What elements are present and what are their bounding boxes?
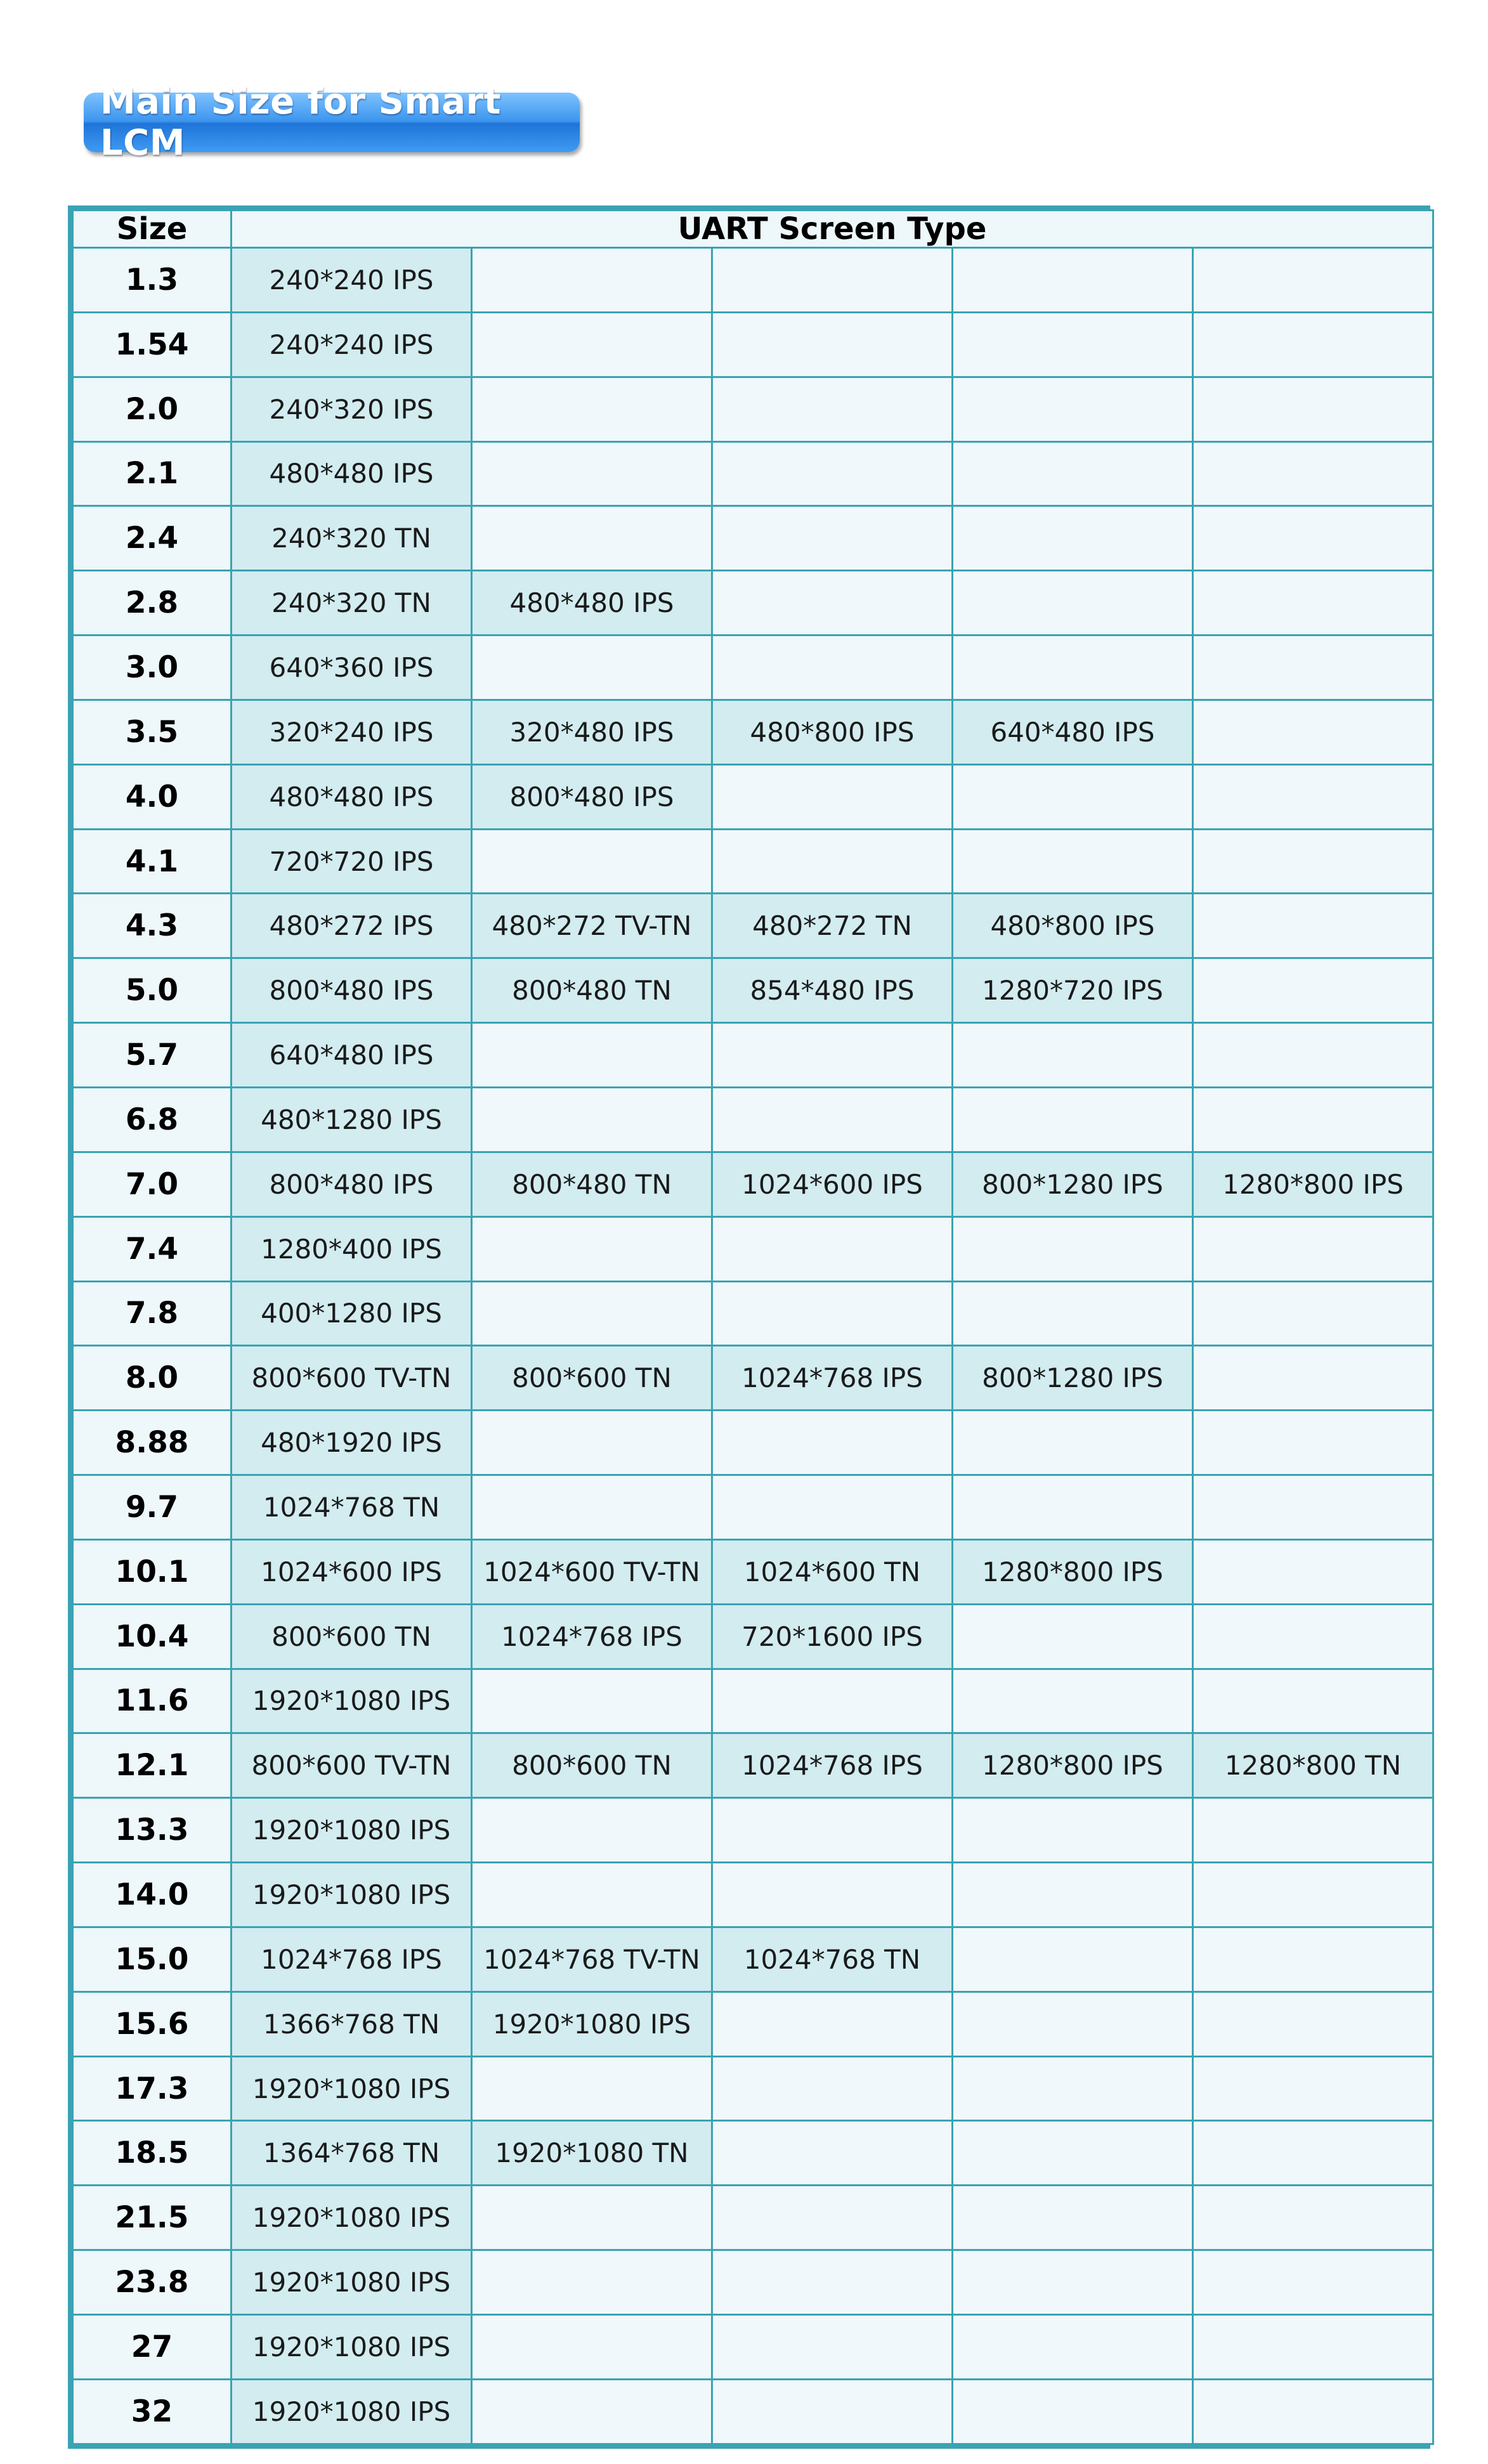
table-row (73, 2250, 1433, 2315)
size-cell: 7.8 (73, 1281, 232, 1346)
table-row (73, 1087, 1433, 1152)
empty-cell (1193, 1539, 1433, 1604)
screen-type-cell: 480*272 TN (712, 894, 953, 958)
screen-type-cell: 1280*800 IPS (953, 1733, 1193, 1798)
screen-type-cell: 400*1280 IPS (232, 1281, 472, 1346)
empty-cell (953, 2315, 1193, 2380)
empty-cell (712, 1087, 953, 1152)
screen-type-cell: 800*600 TN (472, 1733, 712, 1798)
table-row (73, 2056, 1433, 2121)
size-cell: 15.0 (73, 1927, 232, 1991)
size-cell: 2.4 (73, 506, 232, 571)
empty-cell (1193, 1863, 1433, 1927)
table-row (73, 1927, 1433, 1991)
size-cell: 4.0 (73, 764, 232, 829)
size-cell: 23.8 (73, 2250, 232, 2315)
empty-cell (472, 2315, 712, 2380)
size-cell: 13.3 (73, 1798, 232, 1863)
screen-type-cell: 240*320 TN (232, 571, 472, 636)
screen-type-cell: 800*480 IPS (472, 764, 712, 829)
screen-type-cell: 1280*720 IPS (953, 958, 1193, 1023)
empty-cell (712, 2121, 953, 2186)
empty-cell (953, 571, 1193, 636)
empty-cell (1193, 248, 1433, 313)
empty-cell (712, 2250, 953, 2315)
size-cell: 14.0 (73, 1863, 232, 1927)
empty-cell (472, 829, 712, 894)
empty-cell (1193, 958, 1433, 1023)
lcm-size-table (72, 209, 1434, 2445)
empty-cell (953, 2056, 1193, 2121)
empty-cell (1193, 377, 1433, 441)
size-cell: 6.8 (73, 1087, 232, 1152)
screen-type-cell: 800*1280 IPS (953, 1346, 1193, 1411)
size-cell: 7.0 (73, 1152, 232, 1216)
empty-cell (1193, 2056, 1433, 2121)
screen-type-cell: 1920*1080 IPS (472, 1991, 712, 2056)
size-cell: 11.6 (73, 1669, 232, 1733)
size-cell: 9.7 (73, 1475, 232, 1540)
empty-cell (1193, 2250, 1433, 2315)
size-cell: 8.0 (73, 1346, 232, 1411)
empty-cell (1193, 1281, 1433, 1346)
screen-type-cell: 1024*600 IPS (712, 1152, 953, 1216)
empty-cell (953, 2379, 1193, 2444)
table-row (73, 506, 1433, 571)
table-row (73, 958, 1433, 1023)
empty-cell (1193, 1411, 1433, 1475)
empty-cell (953, 1216, 1193, 1281)
empty-cell (953, 1927, 1193, 1991)
screen-type-cell: 1024*600 TN (712, 1539, 953, 1604)
empty-cell (953, 636, 1193, 700)
empty-cell (712, 1281, 953, 1346)
screen-type-cell: 640*480 IPS (953, 700, 1193, 764)
screen-type-cell: 640*480 IPS (232, 1023, 472, 1088)
size-cell: 1.3 (73, 248, 232, 313)
table-row (73, 1411, 1433, 1475)
screen-type-cell: 480*480 IPS (232, 764, 472, 829)
table-row (73, 700, 1433, 764)
empty-cell (1193, 636, 1433, 700)
empty-cell (472, 248, 712, 313)
empty-cell (953, 1669, 1193, 1733)
table-row (73, 1991, 1433, 2056)
screen-type-cell: 1920*1080 IPS (232, 2056, 472, 2121)
table-row (73, 829, 1433, 894)
empty-cell (953, 506, 1193, 571)
size-cell: 18.5 (73, 2121, 232, 2186)
empty-cell (953, 312, 1193, 377)
empty-cell (472, 2379, 712, 2444)
size-column-header: Size (73, 211, 232, 248)
empty-cell (1193, 1604, 1433, 1669)
screen-type-cell: 480*800 IPS (953, 894, 1193, 958)
size-cell: 7.4 (73, 1216, 232, 1281)
empty-cell (953, 1991, 1193, 2056)
empty-cell (712, 1023, 953, 1088)
screen-type-cell: 800*480 IPS (232, 958, 472, 1023)
empty-cell (1193, 1991, 1433, 2056)
screen-type-cell: 320*480 IPS (472, 700, 712, 764)
empty-cell (712, 1863, 953, 1927)
empty-cell (1193, 764, 1433, 829)
empty-cell (472, 1669, 712, 1733)
empty-cell (1193, 1087, 1433, 1152)
table-row (73, 764, 1433, 829)
screen-type-cell: 720*720 IPS (232, 829, 472, 894)
empty-cell (1193, 1216, 1433, 1281)
size-cell: 4.3 (73, 894, 232, 958)
size-cell: 17.3 (73, 2056, 232, 2121)
empty-cell (472, 1863, 712, 1927)
empty-cell (953, 1087, 1193, 1152)
empty-cell (712, 377, 953, 441)
empty-cell (712, 248, 953, 313)
screen-type-cell: 1920*1080 TN (472, 2121, 712, 2186)
size-cell: 2.0 (73, 377, 232, 441)
page-title: Main Size for Smart LCM (100, 81, 501, 164)
empty-cell (712, 2315, 953, 2380)
screen-type-cell: 1280*800 TN (1193, 1733, 1433, 1798)
screen-type-cell: 240*240 IPS (232, 248, 472, 313)
screen-type-cell: 800*600 TV-TN (232, 1346, 472, 1411)
empty-cell (1193, 2121, 1433, 2186)
empty-cell (472, 636, 712, 700)
empty-cell (712, 829, 953, 894)
empty-cell (953, 377, 1193, 441)
screen-type-cell: 1920*1080 IPS (232, 1798, 472, 1863)
empty-cell (472, 1023, 712, 1088)
table-row (73, 377, 1433, 441)
size-cell: 4.1 (73, 829, 232, 894)
empty-cell (712, 571, 953, 636)
empty-cell (712, 312, 953, 377)
screen-type-cell: 800*480 TN (472, 958, 712, 1023)
table-row (73, 2379, 1433, 2444)
empty-cell (472, 441, 712, 506)
size-cell: 5.7 (73, 1023, 232, 1088)
size-cell: 3.5 (73, 700, 232, 764)
empty-cell (712, 1411, 953, 1475)
screen-type-cell: 800*480 IPS (232, 1152, 472, 1216)
screen-type-column-header: UART Screen Type (232, 211, 1433, 248)
table-body (73, 248, 1433, 2444)
table-row (73, 1733, 1433, 1798)
empty-cell (953, 2121, 1193, 2186)
screen-type-cell: 480*272 IPS (232, 894, 472, 958)
screen-type-cell: 1024*600 IPS (232, 1539, 472, 1604)
empty-cell (1193, 1669, 1433, 1733)
empty-cell (712, 1798, 953, 1863)
empty-cell (712, 441, 953, 506)
empty-cell (1193, 1023, 1433, 1088)
table-row (73, 441, 1433, 506)
screen-type-cell: 1280*800 IPS (953, 1539, 1193, 1604)
screen-type-cell: 1920*1080 IPS (232, 2315, 472, 2380)
screen-type-cell: 1024*768 TN (232, 1475, 472, 1540)
empty-cell (472, 2186, 712, 2250)
empty-cell (1193, 1346, 1433, 1411)
screen-type-cell: 1280*800 IPS (1193, 1152, 1433, 1216)
screen-type-cell: 800*600 TN (232, 1604, 472, 1669)
page-title-badge (84, 81, 580, 164)
empty-cell (1193, 2186, 1433, 2250)
empty-cell (953, 441, 1193, 506)
screen-type-cell: 1364*768 TN (232, 2121, 472, 2186)
empty-cell (953, 2186, 1193, 2250)
screen-type-cell: 1024*768 IPS (712, 1346, 953, 1411)
empty-cell (472, 506, 712, 571)
screen-type-cell: 480*480 IPS (232, 441, 472, 506)
empty-cell (712, 636, 953, 700)
size-cell: 2.8 (73, 571, 232, 636)
empty-cell (953, 1281, 1193, 1346)
empty-cell (953, 1798, 1193, 1863)
empty-cell (712, 1216, 953, 1281)
empty-cell (1193, 1475, 1433, 1540)
empty-cell (712, 2186, 953, 2250)
size-cell: 8.88 (73, 1411, 232, 1475)
empty-cell (472, 1411, 712, 1475)
screen-type-cell: 1024*768 IPS (232, 1927, 472, 1991)
size-cell: 10.4 (73, 1604, 232, 1669)
table-row (73, 2186, 1433, 2250)
empty-cell (712, 1991, 953, 2056)
size-cell: 2.1 (73, 441, 232, 506)
empty-cell (712, 1669, 953, 1733)
empty-cell (953, 1475, 1193, 1540)
table-row (73, 571, 1433, 636)
empty-cell (953, 1411, 1193, 1475)
screen-type-cell: 320*240 IPS (232, 700, 472, 764)
size-cell: 1.54 (73, 312, 232, 377)
screen-type-cell: 1280*400 IPS (232, 1216, 472, 1281)
table-row (73, 2315, 1433, 2380)
screen-type-cell: 1920*1080 IPS (232, 2186, 472, 2250)
screen-type-cell: 240*320 TN (232, 506, 472, 571)
screen-type-cell: 1024*768 TN (712, 1927, 953, 1991)
empty-cell (472, 2056, 712, 2121)
size-cell: 32 (73, 2379, 232, 2444)
screen-type-cell: 1920*1080 IPS (232, 1669, 472, 1733)
table-row (73, 1475, 1433, 1540)
empty-cell (1193, 700, 1433, 764)
empty-cell (1193, 312, 1433, 377)
empty-cell (472, 1281, 712, 1346)
table-row (73, 1798, 1433, 1863)
empty-cell (953, 829, 1193, 894)
screen-type-cell: 480*480 IPS (472, 571, 712, 636)
empty-cell (472, 377, 712, 441)
empty-cell (1193, 506, 1433, 571)
screen-type-cell: 800*600 TV-TN (232, 1733, 472, 1798)
empty-cell (712, 764, 953, 829)
screen-type-cell: 800*600 TN (472, 1346, 712, 1411)
table-row (73, 1281, 1433, 1346)
empty-cell (472, 1087, 712, 1152)
size-cell: 21.5 (73, 2186, 232, 2250)
size-cell: 15.6 (73, 1991, 232, 2056)
screen-type-cell: 1920*1080 IPS (232, 2250, 472, 2315)
empty-cell (1193, 1798, 1433, 1863)
size-cell: 5.0 (73, 958, 232, 1023)
screen-type-cell: 240*320 IPS (232, 377, 472, 441)
screen-type-cell: 1366*768 TN (232, 1991, 472, 2056)
screen-type-cell: 240*240 IPS (232, 312, 472, 377)
table-row (73, 1346, 1433, 1411)
table-row (73, 312, 1433, 377)
screen-type-cell: 640*360 IPS (232, 636, 472, 700)
screen-type-cell: 1024*768 IPS (712, 1733, 953, 1798)
empty-cell (953, 1023, 1193, 1088)
table-row (73, 1152, 1433, 1216)
table-row (73, 1604, 1433, 1669)
size-cell: 3.0 (73, 636, 232, 700)
screen-type-cell: 1920*1080 IPS (232, 2379, 472, 2444)
table-row (73, 1669, 1433, 1733)
empty-cell (953, 1604, 1193, 1669)
table-row (73, 1863, 1433, 1927)
empty-cell (1193, 441, 1433, 506)
empty-cell (1193, 894, 1433, 958)
empty-cell (472, 2250, 712, 2315)
screen-type-cell: 720*1600 IPS (712, 1604, 953, 1669)
screen-type-cell: 800*1280 IPS (953, 1152, 1193, 1216)
table-header-row (73, 211, 1433, 248)
screen-type-cell: 480*800 IPS (712, 700, 953, 764)
screen-type-cell: 854*480 IPS (712, 958, 953, 1023)
empty-cell (1193, 829, 1433, 894)
table-row (73, 2121, 1433, 2186)
size-cell: 27 (73, 2315, 232, 2380)
screen-type-cell: 1024*768 TV-TN (472, 1927, 712, 1991)
empty-cell (712, 2056, 953, 2121)
empty-cell (472, 312, 712, 377)
screen-type-cell: 480*272 TV-TN (472, 894, 712, 958)
size-cell: 12.1 (73, 1733, 232, 1798)
empty-cell (953, 764, 1193, 829)
empty-cell (1193, 2315, 1433, 2380)
screen-type-cell: 480*1920 IPS (232, 1411, 472, 1475)
empty-cell (712, 2379, 953, 2444)
table-row (73, 1216, 1433, 1281)
size-cell: 10.1 (73, 1539, 232, 1604)
screen-type-cell: 1024*600 TV-TN (472, 1539, 712, 1604)
empty-cell (953, 1863, 1193, 1927)
empty-cell (472, 1798, 712, 1863)
empty-cell (1193, 571, 1433, 636)
table-row (73, 636, 1433, 700)
empty-cell (953, 2250, 1193, 2315)
screen-type-cell: 800*480 TN (472, 1152, 712, 1216)
table-row (73, 248, 1433, 313)
table-row (73, 894, 1433, 958)
empty-cell (712, 506, 953, 571)
empty-cell (953, 248, 1193, 313)
screen-type-cell: 480*1280 IPS (232, 1087, 472, 1152)
lcm-size-table-container (68, 205, 1430, 2449)
empty-cell (472, 1216, 712, 1281)
empty-cell (712, 1475, 953, 1540)
empty-cell (1193, 1927, 1433, 1991)
screen-type-cell: 1024*768 IPS (472, 1604, 712, 1669)
empty-cell (472, 1475, 712, 1540)
empty-cell (1193, 2379, 1433, 2444)
table-row (73, 1539, 1433, 1604)
table-row (73, 1023, 1433, 1088)
screen-type-cell: 1920*1080 IPS (232, 1863, 472, 1927)
